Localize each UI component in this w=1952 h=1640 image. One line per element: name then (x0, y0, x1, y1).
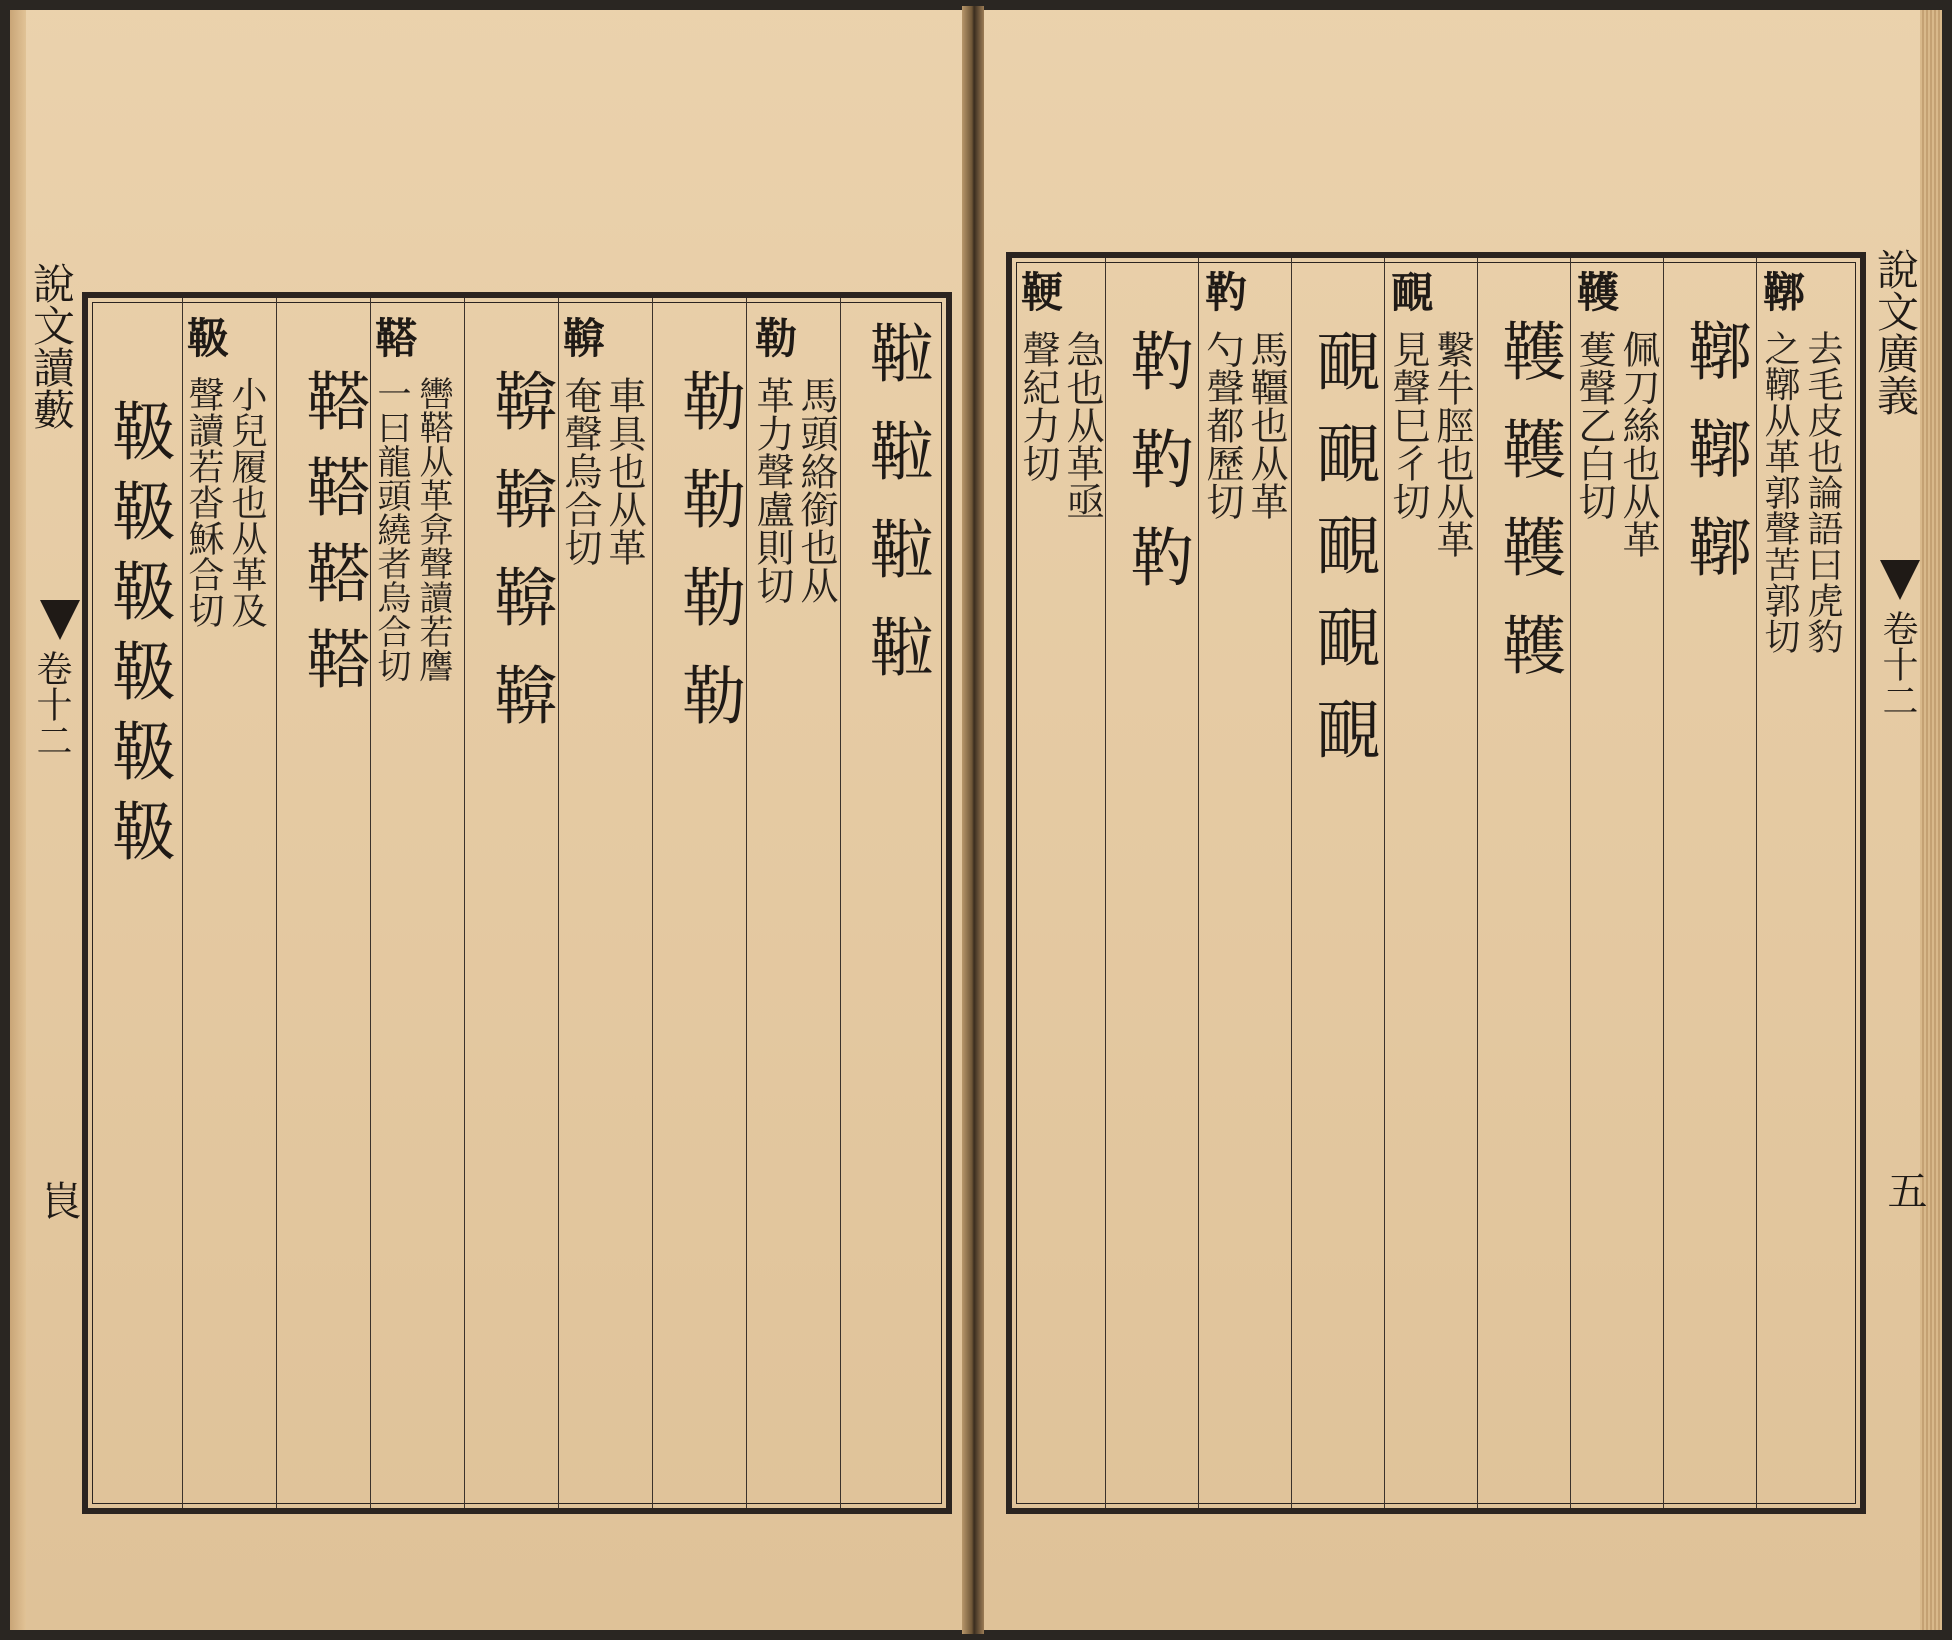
entry-gloss: 轡鞳从革弇聲讀若譍 (413, 376, 453, 682)
list-item (474, 368, 566, 760)
entry-gloss: 聲讀若沓穌合切 (183, 376, 224, 628)
entry-gloss: 去毛皮也論語曰虎豹 (1802, 330, 1843, 654)
entry-gloss: 革力聲盧則切 (750, 376, 794, 604)
list-item (1572, 270, 1660, 558)
list-item (286, 368, 378, 712)
entry-head-character: 靮 (1199, 270, 1248, 312)
column-rule (464, 298, 465, 1508)
list-item (370, 316, 454, 682)
entry-gloss: 車具也从革 (602, 376, 646, 566)
column-rule (1477, 258, 1478, 1508)
right-page-edge (1920, 10, 1942, 1630)
list-item (850, 320, 942, 712)
left-page-edge (10, 10, 26, 1630)
entry-head-character: 靸 (181, 316, 230, 358)
fish-tail-mark-left (40, 600, 80, 644)
fish-tail-mark-right (1880, 560, 1920, 604)
column-rule (652, 298, 653, 1508)
entry-gloss: 聲紀力切 (1016, 330, 1060, 482)
list-item (96, 398, 180, 878)
entry-gloss: 佩刀絲也从革 (1616, 330, 1660, 558)
list-item (750, 316, 838, 604)
list-item (558, 316, 646, 566)
column-rule (1663, 258, 1664, 1508)
entry-gloss: 急也从革亟 (1060, 330, 1104, 520)
book-spine (962, 6, 984, 1634)
list-item (1296, 328, 1388, 788)
list-item (182, 316, 268, 628)
entry-gloss: 小兒履也从革及 (226, 376, 267, 628)
list-item (1386, 270, 1474, 558)
list-item (662, 368, 754, 760)
entry-head-character: 鞕 (1015, 270, 1064, 312)
list-item (1482, 318, 1574, 710)
entry-gloss: 奄聲烏合切 (558, 376, 602, 566)
seal-character-row: 靸靸靸靸靸靸 (101, 398, 175, 878)
seal-character-row: 韄韄韄韄 (1491, 318, 1565, 710)
left-text-frame (82, 292, 952, 1514)
entry-gloss: 蒦聲乙白切 (1572, 330, 1616, 520)
list-item (1668, 318, 1760, 612)
entry-gloss: 繫牛脛也从革 (1430, 330, 1474, 558)
entry-gloss: 一曰龍頭繞者烏合切 (371, 376, 411, 682)
right-margin-title: 說文廣義 (1871, 248, 1920, 416)
entry-gloss: 馬韁也从革 (1244, 330, 1288, 520)
left-page-number: 峎 (35, 1180, 81, 1220)
right-juan-label: 卷十二 (1877, 610, 1918, 718)
entry-gloss: 勺聲都歷切 (1200, 330, 1244, 520)
seal-character-row: 靦靦靦靦靦 (1305, 328, 1379, 788)
seal-character-row: 鞹鞹鞹 (1677, 318, 1751, 612)
entry-head-character: 鞹 (1757, 270, 1806, 312)
column-rule (1105, 258, 1106, 1508)
left-juan-label: 卷十二 (31, 650, 72, 758)
entry-gloss: 馬頭絡銜也从 (794, 376, 838, 604)
left-margin-title: 說文讀藪 (27, 262, 76, 430)
seal-character-row: 靮靮靮 (1119, 328, 1193, 622)
seal-character-row: 鞡鞡鞡鞡 (859, 320, 933, 712)
list-item (1016, 270, 1104, 520)
entry-head-character: 韄 (1571, 270, 1620, 312)
column-rule (276, 298, 277, 1508)
list-item (1758, 270, 1844, 654)
seal-character-row: 勒勒勒勒 (671, 368, 745, 760)
column-rule (840, 298, 841, 1508)
entry-head-character: 鞥 (557, 316, 606, 358)
entry-gloss: 見聲巳彳切 (1386, 330, 1430, 520)
seal-character-row: 鞳鞳鞳鞳 (295, 368, 369, 712)
right-text-frame (1006, 252, 1866, 1514)
entry-head-character: 靦 (1385, 270, 1434, 312)
list-item (1200, 270, 1288, 520)
right-page-number: 五 (1881, 1170, 1927, 1210)
seal-character-row: 鞥鞥鞥鞥 (483, 368, 557, 760)
entry-head-character: 勒 (749, 316, 798, 358)
entry-head-character: 鞳 (369, 316, 418, 358)
column-rule (1291, 258, 1292, 1508)
entry-gloss: 之鞹从革郭聲苦郭切 (1759, 330, 1800, 654)
list-item (1110, 328, 1202, 622)
